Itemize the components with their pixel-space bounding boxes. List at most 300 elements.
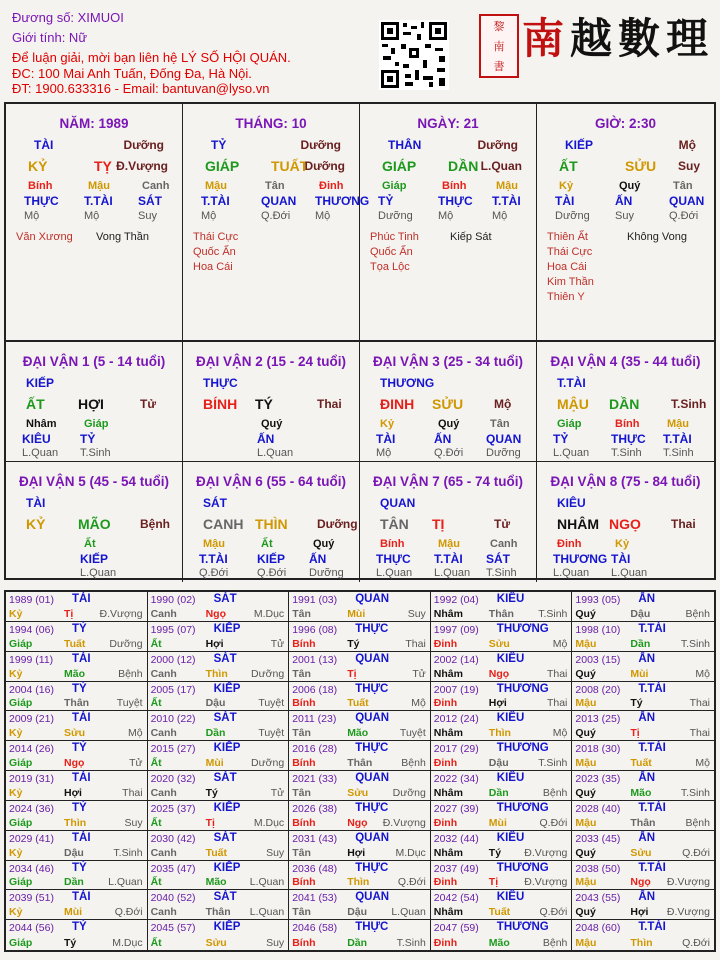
year-god: ẤN	[638, 831, 656, 844]
year-cell[interactable]	[289, 831, 431, 861]
year-cell[interactable]	[148, 711, 290, 741]
year-phase: Thai	[689, 727, 710, 740]
dai-van-stem: NHÂM	[557, 516, 599, 532]
year-cell[interactable]	[6, 622, 148, 652]
dai-van-hidden-stem: Đinh	[557, 538, 582, 550]
dai-van-hidden-stem: Mậu	[667, 418, 689, 430]
year-cell[interactable]	[148, 592, 290, 622]
year-cell[interactable]	[6, 771, 148, 801]
year-cell[interactable]	[289, 711, 431, 741]
year-branch: Tuất	[347, 697, 369, 710]
year-label: 2014 (26)	[9, 743, 54, 756]
hidden-god: QUAN	[261, 194, 297, 208]
dai-van-hidden-god: KIẾP	[257, 552, 286, 566]
year-god: T.TÀI	[638, 801, 666, 814]
year-stem: Quý	[575, 667, 596, 680]
pillar-phase: L.Quan	[480, 159, 522, 173]
year-stem: Canh	[150, 667, 177, 680]
year-stem: Bính	[292, 876, 316, 889]
year-branch: Dậu	[205, 697, 226, 710]
dai-van-hidden-phase: L.Quan	[80, 567, 117, 579]
star-item: Thái Cực	[547, 246, 593, 258]
year-stem: Quý	[575, 906, 596, 919]
year-label: 2047 (59)	[433, 922, 479, 935]
pillar-branch: DẦN	[448, 158, 479, 174]
year-phase: Q.Đới	[539, 906, 568, 919]
hidden-stem: Đinh	[319, 180, 344, 192]
year-branch: Thân	[488, 607, 514, 620]
year-stem: Canh	[150, 607, 177, 620]
dai-van-title: ĐẠI VẬN 1 (5 - 14 tuổi)	[22, 354, 166, 369]
pillar-god-right: Dưỡng	[477, 138, 518, 152]
year-stem: Ất	[150, 876, 162, 889]
year-label: 2026 (38)	[292, 802, 338, 815]
pillar-branch: TUẤT	[271, 158, 309, 174]
dai-van-hidden-stem: Mậu	[203, 538, 225, 550]
year-label: 2007 (19)	[433, 683, 479, 696]
year-cell[interactable]	[148, 831, 290, 861]
hidden-stem: Bính	[28, 180, 53, 192]
year-cell[interactable]	[431, 592, 573, 622]
year-cell[interactable]	[148, 861, 290, 891]
dai-van-hidden-phase: L.Quan	[434, 567, 471, 579]
year-stem: Nhâm	[433, 906, 463, 919]
dai-van-god: THỰC	[203, 376, 238, 390]
year-cell[interactable]	[572, 801, 714, 831]
pillar-stars-right	[450, 230, 492, 245]
year-phase: Đ.Vượng	[99, 607, 143, 620]
year-label: 2032 (44)	[433, 832, 479, 845]
year-phase: Thai	[546, 667, 568, 680]
dai-van-branch: MÃO	[78, 516, 111, 532]
year-cell[interactable]	[572, 622, 714, 652]
year-stem: Giáp	[9, 697, 33, 710]
year-god: THƯƠNG	[496, 622, 549, 635]
year-label: 2005 (17)	[150, 683, 196, 696]
year-cell[interactable]	[6, 861, 148, 891]
year-stem: Đinh	[433, 876, 458, 889]
year-cell[interactable]	[431, 622, 573, 652]
dai-van-branch: DẦN	[609, 396, 640, 412]
hidden-stem: Canh	[142, 180, 170, 192]
year-label: 2031 (43)	[292, 832, 338, 845]
year-cell[interactable]	[289, 741, 431, 771]
year-god: KIẾP	[213, 742, 241, 755]
year-phase: Bệnh	[542, 786, 568, 799]
dai-van-phase: Bệnh	[140, 517, 170, 531]
dai-van-god: KIÊU	[557, 496, 586, 510]
pillar-stars	[547, 230, 594, 305]
year-phase: Q.Đới	[682, 937, 710, 949]
year-cell[interactable]	[572, 831, 714, 861]
pillar-cell[interactable]	[6, 104, 183, 340]
year-cell[interactable]	[572, 771, 714, 801]
year-stem: Mậu	[575, 816, 597, 829]
year-cell[interactable]	[572, 652, 714, 682]
year-branch: Dần	[630, 637, 651, 650]
year-label: 2046 (58)	[292, 922, 338, 935]
year-phase: Suy	[407, 607, 426, 620]
dai-van-hidden-phase: L.Quan	[22, 447, 59, 459]
year-phase: L.Quan	[249, 876, 285, 889]
year-cell[interactable]	[431, 920, 573, 950]
star-item: Kiếp Sát	[450, 231, 492, 243]
year-label: 1996 (08)	[292, 623, 338, 636]
year-god: SÁT	[213, 831, 237, 844]
year-cell[interactable]	[289, 890, 431, 920]
year-branch: Ngọ	[347, 816, 368, 829]
year-cell[interactable]	[431, 741, 573, 771]
dai-van-hidden-phase: L.Quan	[611, 567, 648, 579]
year-cell[interactable]	[289, 920, 431, 950]
pillar-stem: GIÁP	[205, 158, 240, 174]
year-god: TÀI	[72, 652, 91, 665]
year-cell[interactable]	[289, 652, 431, 682]
year-cell[interactable]	[431, 682, 573, 712]
year-branch: Ngọ	[64, 757, 85, 769]
year-phase: T.Sinh	[538, 757, 568, 769]
year-phase: M.Dục	[253, 607, 285, 620]
year-label: 2034 (46)	[9, 862, 54, 875]
year-label: 1990 (02)	[150, 594, 196, 606]
year-cell[interactable]	[289, 771, 431, 801]
year-label: 2025 (37)	[150, 802, 196, 815]
year-cell[interactable]	[431, 861, 573, 891]
year-cell[interactable]	[148, 682, 290, 712]
star-item: Hoa Cái	[193, 261, 233, 273]
dai-van-hidden-stem: Mậu	[438, 538, 460, 550]
year-stem: Bính	[292, 697, 316, 710]
year-cell[interactable]	[148, 890, 290, 920]
year-god: THƯƠNG	[496, 742, 549, 755]
year-cell[interactable]	[6, 920, 148, 950]
year-cell[interactable]	[289, 592, 431, 622]
year-branch: Mùi	[347, 607, 366, 620]
year-branch: Mùi	[488, 816, 507, 829]
star-item: Tọa Lộc	[370, 261, 410, 273]
year-phase: Q.Đới	[682, 846, 710, 859]
star-item: Quốc Ấn	[370, 246, 413, 258]
dai-van-hidden-god: TỶ	[80, 432, 96, 446]
year-label: 2017 (29)	[433, 743, 479, 756]
year-cell[interactable]	[148, 741, 290, 771]
year-label: 2030 (42)	[150, 832, 196, 845]
year-god: KIẾP	[213, 861, 241, 874]
hidden-god: THỰC	[438, 194, 473, 208]
year-cell[interactable]	[572, 890, 714, 920]
dai-van-phase: Thai	[671, 517, 696, 531]
year-phase: Đ.Vượng	[666, 876, 710, 889]
hidden-phase: Mộ	[492, 210, 508, 222]
year-stem: Kỷ	[9, 667, 23, 680]
pillar-god-top: THÂN	[388, 138, 422, 152]
year-branch: Sửu	[347, 786, 369, 799]
dai-van-hidden-phase: Dưỡng	[486, 447, 521, 459]
year-god: KIẾP	[213, 622, 241, 635]
hidden-phase: Mộ	[315, 210, 331, 222]
year-branch: Mão	[64, 667, 85, 680]
year-stem: Ất	[150, 816, 162, 829]
pillar-stars-right	[96, 230, 149, 245]
year-stem: Mậu	[575, 697, 597, 710]
pillar-cell[interactable]	[360, 104, 537, 340]
dai-van-cell[interactable]	[6, 342, 183, 462]
pillar-cell[interactable]	[537, 104, 714, 340]
year-phase: Tuyệt	[116, 697, 143, 710]
pillar-branch: TỴ	[94, 158, 112, 174]
pillar-god-right: Dưỡng	[300, 138, 341, 152]
year-branch: Tuất	[488, 906, 511, 919]
year-god: THỰC	[355, 801, 389, 814]
year-label: 2029 (41)	[9, 832, 54, 845]
dai-van-stem: ẤT	[26, 396, 45, 412]
hidden-god: T.TÀI	[492, 194, 521, 208]
year-branch: Tị	[64, 607, 74, 620]
qr-code-icon[interactable]	[379, 20, 449, 90]
year-branch: Mão	[205, 876, 227, 889]
year-branch: Dậu	[488, 757, 509, 769]
year-stem: Canh	[150, 727, 177, 740]
dai-van-branch: NGỌ	[609, 516, 641, 532]
pillar-god-right: Dưỡng	[123, 138, 164, 152]
year-phase: T.Sinh	[680, 786, 710, 799]
dai-van-cell[interactable]	[6, 462, 183, 582]
pillar-god-right: Mộ	[678, 138, 696, 152]
year-label: 2033 (45)	[575, 832, 621, 845]
brand-char: 理	[666, 14, 715, 63]
year-cell[interactable]	[431, 801, 573, 831]
year-branch: Thìn	[630, 937, 653, 949]
year-label: 2016 (28)	[292, 743, 338, 756]
year-stem: Canh	[150, 786, 177, 799]
year-phase: Đ.Vượng	[524, 876, 568, 889]
year-cell[interactable]	[6, 801, 148, 831]
dai-van-god: KIẾP	[26, 376, 55, 390]
year-phase: M.Dục	[253, 816, 285, 829]
year-cell[interactable]	[6, 890, 148, 920]
year-cell[interactable]	[431, 890, 573, 920]
year-cell[interactable]	[148, 652, 290, 682]
year-god: TỶ	[72, 682, 87, 695]
hidden-phase: Dưỡng	[378, 210, 413, 222]
year-branch: Mùi	[205, 757, 224, 769]
dai-van-hidden-stem: Nhâm	[26, 418, 57, 430]
hidden-stem: Quý	[619, 180, 641, 192]
year-branch: Hợi	[488, 697, 507, 710]
dai-van-branch: TỊ	[432, 516, 445, 532]
dai-van-cell[interactable]	[537, 462, 714, 582]
hidden-god: TÀI	[555, 194, 575, 208]
year-label: 2015 (27)	[150, 743, 196, 756]
dai-van-cell[interactable]	[183, 342, 360, 462]
year-god: THƯƠNG	[496, 861, 549, 874]
year-cell[interactable]	[572, 861, 714, 891]
address-line: ĐC: 100 Mai Anh Tuấn, Đống Đa, Hà Nội.	[12, 66, 252, 81]
year-cell[interactable]	[289, 622, 431, 652]
dai-van-god: TÀI	[26, 496, 46, 510]
year-cell[interactable]	[289, 801, 431, 831]
dai-van-hidden-god: THỰC	[376, 552, 411, 566]
dai-van-title: ĐẠI VẬN 8 (75 - 84 tuổi)	[550, 474, 701, 489]
phone-line[interactable]: ĐT: 1900.633316 - Email: bantuvan@lyso.vn	[12, 81, 270, 96]
dai-van-hidden-god: T.TÀI	[663, 432, 692, 446]
hidden-god: SÁT	[138, 194, 162, 208]
hidden-phase: Mộ	[24, 210, 40, 222]
hidden-phase: Mộ	[438, 210, 454, 222]
hidden-god: ẤN	[615, 194, 633, 208]
year-cell[interactable]	[148, 920, 290, 950]
dai-van-phase: Tử	[140, 397, 157, 411]
year-stem: Quý	[575, 786, 596, 799]
brand-logo	[522, 6, 714, 66]
year-label: 2022 (34)	[433, 773, 479, 785]
dai-van-title: ĐẠI VẬN 5 (45 - 54 tuổi)	[18, 474, 170, 489]
dai-van-cell[interactable]	[537, 342, 714, 462]
year-phase: Tuyệt	[399, 727, 426, 740]
pillar-cell[interactable]	[183, 104, 370, 340]
year-label: 2009 (21)	[9, 713, 54, 726]
year-label: 2037 (49)	[433, 862, 479, 875]
year-cell[interactable]	[6, 711, 148, 741]
year-cell[interactable]	[572, 682, 714, 712]
dai-van-table	[4, 340, 716, 580]
year-label: 2003 (15)	[575, 653, 621, 666]
dai-van-cell[interactable]	[183, 462, 360, 582]
dai-van-phase: Tử	[494, 517, 511, 531]
year-cell[interactable]	[6, 741, 148, 771]
hidden-god: T.TÀI	[84, 194, 113, 208]
year-phase: Bệnh	[118, 667, 143, 680]
star-item: Không Vong	[627, 231, 687, 243]
year-branch: Mùi	[630, 667, 649, 680]
pillar-title: THÁNG: 10	[235, 116, 307, 131]
year-label: 1989 (01)	[9, 594, 54, 606]
year-phase: Thai	[122, 786, 143, 799]
year-label: 2012 (24)	[433, 713, 479, 726]
pillar-stars	[193, 230, 238, 275]
year-label: 2000 (12)	[150, 653, 196, 666]
year-cell[interactable]	[148, 622, 290, 652]
year-label: 2004 (16)	[9, 683, 54, 696]
hidden-god: T.TÀI	[201, 194, 230, 208]
year-cell[interactable]	[572, 741, 714, 771]
dai-van-god: QUAN	[380, 496, 416, 510]
year-stem: Đinh	[433, 937, 458, 949]
dai-van-hidden-stem: Kỷ	[615, 538, 630, 550]
year-god: QUAN	[355, 593, 390, 605]
dai-van-hidden-stem: Quý	[261, 418, 283, 430]
year-label: 2036 (48)	[292, 862, 338, 875]
dai-van-cell[interactable]	[360, 342, 537, 462]
year-branch: Thân	[347, 757, 373, 769]
year-stem: Ất	[150, 937, 162, 949]
year-phase: Bệnh	[685, 816, 710, 829]
year-branch: Thân	[205, 906, 231, 919]
year-stem: Bính	[292, 816, 316, 829]
year-stem: Ất	[150, 637, 162, 650]
year-god: ẤN	[638, 652, 656, 665]
year-phase: Dưỡng	[109, 637, 143, 650]
dai-van-stem: TÂN	[380, 516, 409, 532]
year-cell[interactable]	[431, 831, 573, 861]
year-branch: Dần	[347, 937, 368, 949]
dai-van-title: ĐẠI VẬN 3 (25 - 34 tuổi)	[372, 354, 524, 369]
header	[0, 0, 720, 100]
year-label: 2024 (36)	[9, 802, 54, 815]
year-label: 2019 (31)	[9, 773, 54, 785]
year-phase: Thai	[689, 697, 710, 710]
year-stem: Ất	[150, 757, 162, 769]
year-phase: Tử	[270, 637, 285, 650]
year-cell[interactable]	[6, 831, 148, 861]
year-stem: Canh	[150, 906, 177, 919]
year-cell[interactable]	[148, 801, 290, 831]
year-cell[interactable]	[289, 682, 431, 712]
year-god: THƯƠNG	[496, 682, 549, 695]
year-cell[interactable]	[431, 771, 573, 801]
year-label: 2043 (55)	[575, 892, 621, 905]
year-god: T.TÀI	[638, 682, 666, 695]
year-label: 2002 (14)	[433, 653, 479, 666]
pillar-stem: ẤT	[559, 158, 578, 174]
pillar-phase: Suy	[677, 159, 700, 173]
year-stem: Tân	[292, 667, 311, 680]
year-phase: Mộ	[411, 697, 426, 710]
dai-van-hidden-god: TÀI	[376, 432, 396, 446]
contact-line: Để luận giải, mời bạn liên hệ LÝ SỐ HỘI QUÁN.	[12, 50, 291, 65]
year-phase: L.Quan	[249, 906, 285, 919]
year-label: 1999 (11)	[9, 653, 54, 666]
year-branch: Tị	[347, 667, 357, 680]
year-god: T.TÀI	[638, 921, 666, 934]
dai-van-cell[interactable]	[360, 462, 537, 582]
year-cell[interactable]	[572, 592, 714, 622]
year-cell[interactable]	[572, 711, 714, 741]
year-stem: Quý	[575, 846, 596, 859]
dai-van-hidden-phase: L.Quan	[376, 567, 413, 579]
year-branch: Tị	[630, 727, 640, 740]
year-god: TÀI	[72, 891, 91, 904]
year-god: ẤN	[638, 891, 656, 904]
year-branch: Sửu	[64, 727, 86, 740]
year-god: TỶ	[72, 861, 87, 874]
dai-van-god: SÁT	[203, 496, 227, 510]
year-phase: Tử	[270, 786, 285, 799]
dai-van-hidden-god: TÀI	[611, 552, 631, 566]
year-stem: Tân	[292, 906, 311, 919]
year-god: THỰC	[355, 921, 389, 934]
year-cell[interactable]	[6, 652, 148, 682]
year-branch: Dậu	[630, 607, 651, 620]
year-cell[interactable]	[6, 682, 148, 712]
dai-van-branch: TÝ	[255, 396, 273, 412]
year-cell[interactable]	[431, 652, 573, 682]
hidden-god: QUAN	[669, 194, 705, 208]
hidden-stem: Giáp	[382, 180, 407, 192]
dai-van-title: ĐẠI VẬN 2 (15 - 24 tuổi)	[195, 354, 347, 369]
year-cell[interactable]	[572, 920, 714, 950]
year-cell[interactable]	[6, 592, 148, 622]
year-cell[interactable]	[148, 771, 290, 801]
year-phase: Tuyệt	[258, 727, 285, 740]
dai-van-hidden-god: T.TÀI	[199, 552, 228, 566]
year-god: KIÊU	[496, 891, 525, 904]
dai-van-hidden-phase: Q.Đới	[199, 567, 229, 579]
year-cell[interactable]	[431, 711, 573, 741]
year-cell[interactable]	[289, 861, 431, 891]
year-god: THỰC	[355, 861, 389, 874]
dai-van-hidden-god: QUAN	[486, 432, 522, 446]
